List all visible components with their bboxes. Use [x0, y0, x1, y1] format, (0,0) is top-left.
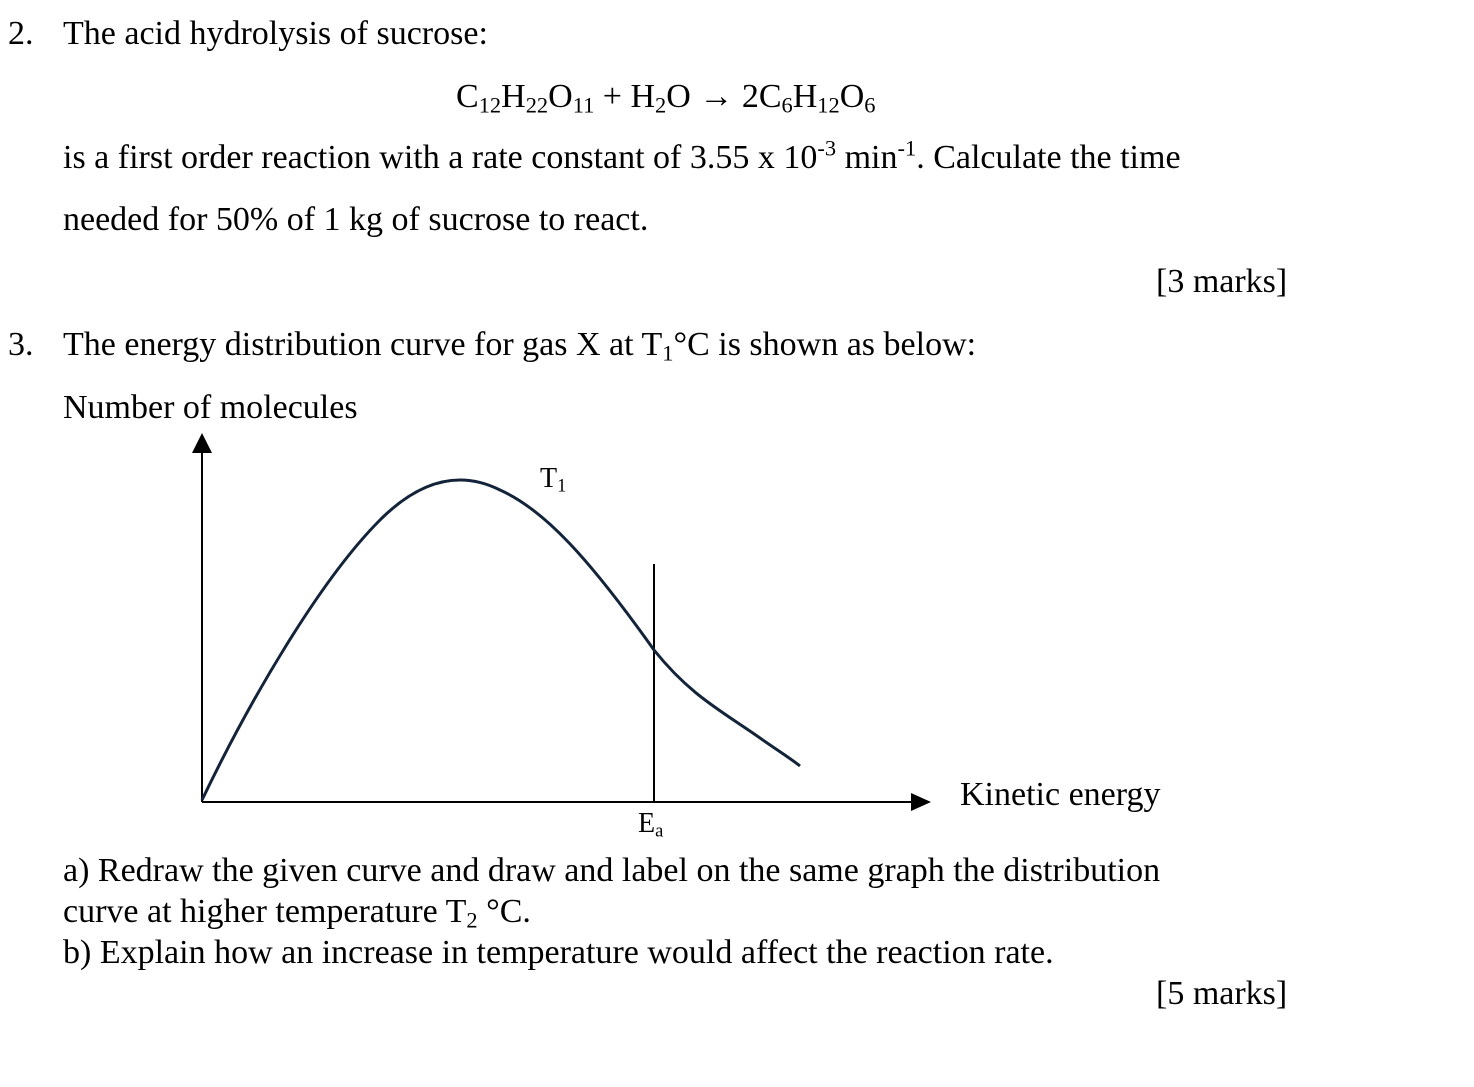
x-axis-arrowhead — [911, 793, 931, 811]
q3-part-b: b) Explain how an increase in temperature would affect the reaction rate. — [63, 934, 1054, 971]
eq-reactant1: $C_{12}H_{22}O_{11}$ — [456, 78, 595, 118]
eq-arrow: → — [690, 78, 742, 115]
q2-body-line2: needed for 50% of 1 kg of sucrose to react. — [63, 201, 649, 238]
curve-label-t1: $T_1$ — [540, 463, 567, 496]
q3-part-a-line1: a) Redraw the given curve and draw and label on the same graph the distribution — [63, 852, 1161, 889]
q2-marks: [3 marks] — [1156, 263, 1288, 300]
eq-product: $2C_6H_{12}O_6$ — [741, 78, 876, 118]
eq-plus: + — [594, 78, 631, 115]
q3-part-a-line2: curve at higher temperature $T_2$ °C. — [63, 893, 531, 933]
q2-title: The acid hydrolysis of sucrose: — [63, 15, 488, 52]
q3-number: 3. — [8, 326, 34, 363]
eq-reactant2: $H_2O$ — [630, 78, 691, 118]
q3-marks: [5 marks] — [1156, 975, 1288, 1012]
ea-label: $E_a$ — [638, 808, 664, 841]
q3-title: The energy distribution curve for gas X at $T_1^\circ C$ is shown as below: — [63, 326, 977, 366]
q2-body-line1: is a first order reaction with a rate constant of 3.55 x $10^{-3}$ $\min^{-1}$. Calculate the time — [63, 135, 1181, 176]
x-axis-label: Kinetic energy — [960, 776, 1161, 813]
y-axis-arrowhead — [192, 433, 212, 453]
q2-number: 2. — [8, 15, 34, 52]
distribution-curve-t1 — [202, 480, 800, 800]
y-axis-label: Number of molecules — [63, 389, 358, 426]
